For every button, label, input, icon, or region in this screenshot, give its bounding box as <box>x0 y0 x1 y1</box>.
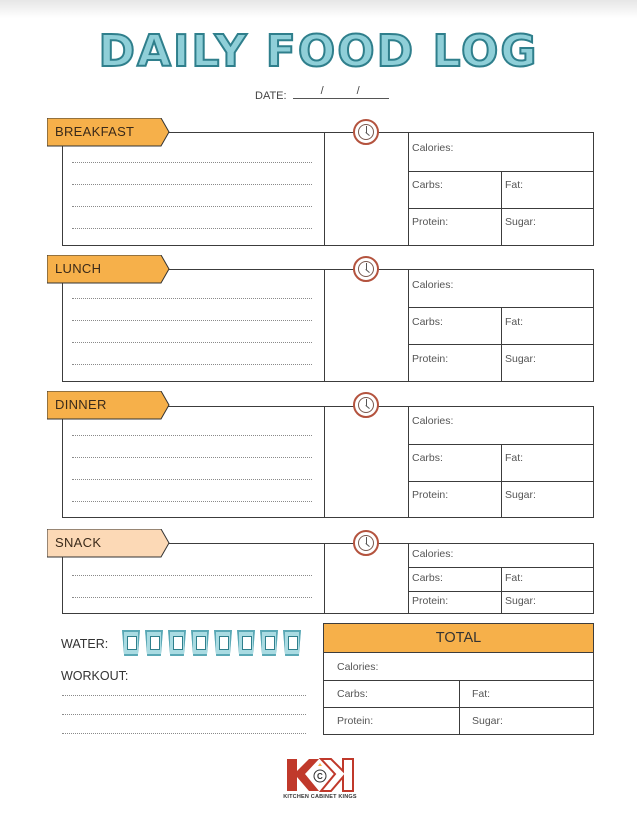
water-cup-icon[interactable] <box>214 630 232 656</box>
sugar-label: Sugar: <box>505 595 536 607</box>
carbs-label: Carbs: <box>412 452 443 464</box>
date-field[interactable] <box>255 85 389 102</box>
water-label: WATER: <box>61 637 109 651</box>
water-cup-icon[interactable] <box>260 630 278 656</box>
meal-label: SNACK <box>55 535 102 550</box>
protein-label: Protein: <box>412 489 449 501</box>
total-sugar-label: Sugar: <box>472 715 503 727</box>
entry-line[interactable] <box>72 435 312 436</box>
fat-label: Fat: <box>505 452 524 464</box>
total-calories-label: Calories: <box>337 661 379 673</box>
meal-banner <box>47 529 172 555</box>
clock-icon <box>353 392 379 418</box>
fat-label: Fat: <box>505 179 524 191</box>
water-cup-icon[interactable] <box>145 630 163 656</box>
water-cups <box>122 630 301 656</box>
entry-line[interactable] <box>72 342 312 343</box>
entry-line[interactable] <box>72 228 312 229</box>
water-cup-icon[interactable] <box>237 630 255 656</box>
date-separator: / <box>356 85 360 97</box>
water-cup-icon[interactable] <box>191 630 209 656</box>
sugar-label: Sugar: <box>505 216 536 228</box>
entry-line[interactable] <box>72 479 312 480</box>
water-cup-icon[interactable] <box>168 630 186 656</box>
protein-label: Protein: <box>412 353 449 365</box>
meal-label: LUNCH <box>55 261 102 276</box>
workout-label: WORKOUT: <box>61 669 129 683</box>
calories-label: Calories: <box>412 548 454 560</box>
meal-label: BREAKFAST <box>55 124 135 139</box>
entry-line[interactable] <box>72 320 312 321</box>
entry-line[interactable] <box>72 457 312 458</box>
total-protein-label: Protein: <box>337 715 374 727</box>
workout-line[interactable] <box>62 733 306 734</box>
entry-line[interactable] <box>72 184 312 185</box>
water-cup-icon[interactable] <box>122 630 140 656</box>
fat-label: Fat: <box>505 572 524 584</box>
meal-banner <box>47 391 172 417</box>
logo-text: KITCHEN CABINET KINGS <box>283 794 357 800</box>
meal-banner <box>47 118 172 144</box>
entry-line[interactable] <box>72 162 312 163</box>
total-fat-label: Fat: <box>472 688 491 700</box>
sugar-label: Sugar: <box>505 489 536 501</box>
entry-line[interactable] <box>72 298 312 299</box>
total-box <box>323 623 594 735</box>
workout-line[interactable] <box>62 714 306 715</box>
workout-line[interactable] <box>62 695 306 696</box>
sugar-label: Sugar: <box>505 353 536 365</box>
clock-icon <box>353 530 379 556</box>
calories-label: Calories: <box>412 142 454 154</box>
water-cup-icon[interactable] <box>283 630 301 656</box>
protein-label: Protein: <box>412 595 449 607</box>
entry-line[interactable] <box>72 364 312 365</box>
entry-line[interactable] <box>72 206 312 207</box>
date-separator: / <box>320 85 324 97</box>
calories-label: Calories: <box>412 415 454 427</box>
meal-banner <box>47 255 172 281</box>
page-title: DAILY FOOD LOG <box>98 26 539 77</box>
clock-icon <box>353 256 379 282</box>
total-carbs-label: Carbs: <box>337 688 368 700</box>
calories-label: Calories: <box>412 279 454 291</box>
entry-line[interactable] <box>72 501 312 502</box>
entry-line[interactable] <box>72 575 312 576</box>
protein-label: Protein: <box>412 216 449 228</box>
clock-icon <box>353 119 379 145</box>
carbs-label: Carbs: <box>412 572 443 584</box>
page-top-shade <box>0 0 637 18</box>
date-label: DATE: <box>255 90 287 102</box>
total-header: TOTAL <box>324 624 593 653</box>
date-line[interactable] <box>293 85 389 99</box>
meal-label: DINNER <box>55 397 107 412</box>
carbs-label: Carbs: <box>412 179 443 191</box>
fat-label: Fat: <box>505 316 524 328</box>
carbs-label: Carbs: <box>412 316 443 328</box>
logo-icon <box>283 757 357 798</box>
svg-text:C: C <box>317 772 323 781</box>
entry-line[interactable] <box>72 597 312 598</box>
